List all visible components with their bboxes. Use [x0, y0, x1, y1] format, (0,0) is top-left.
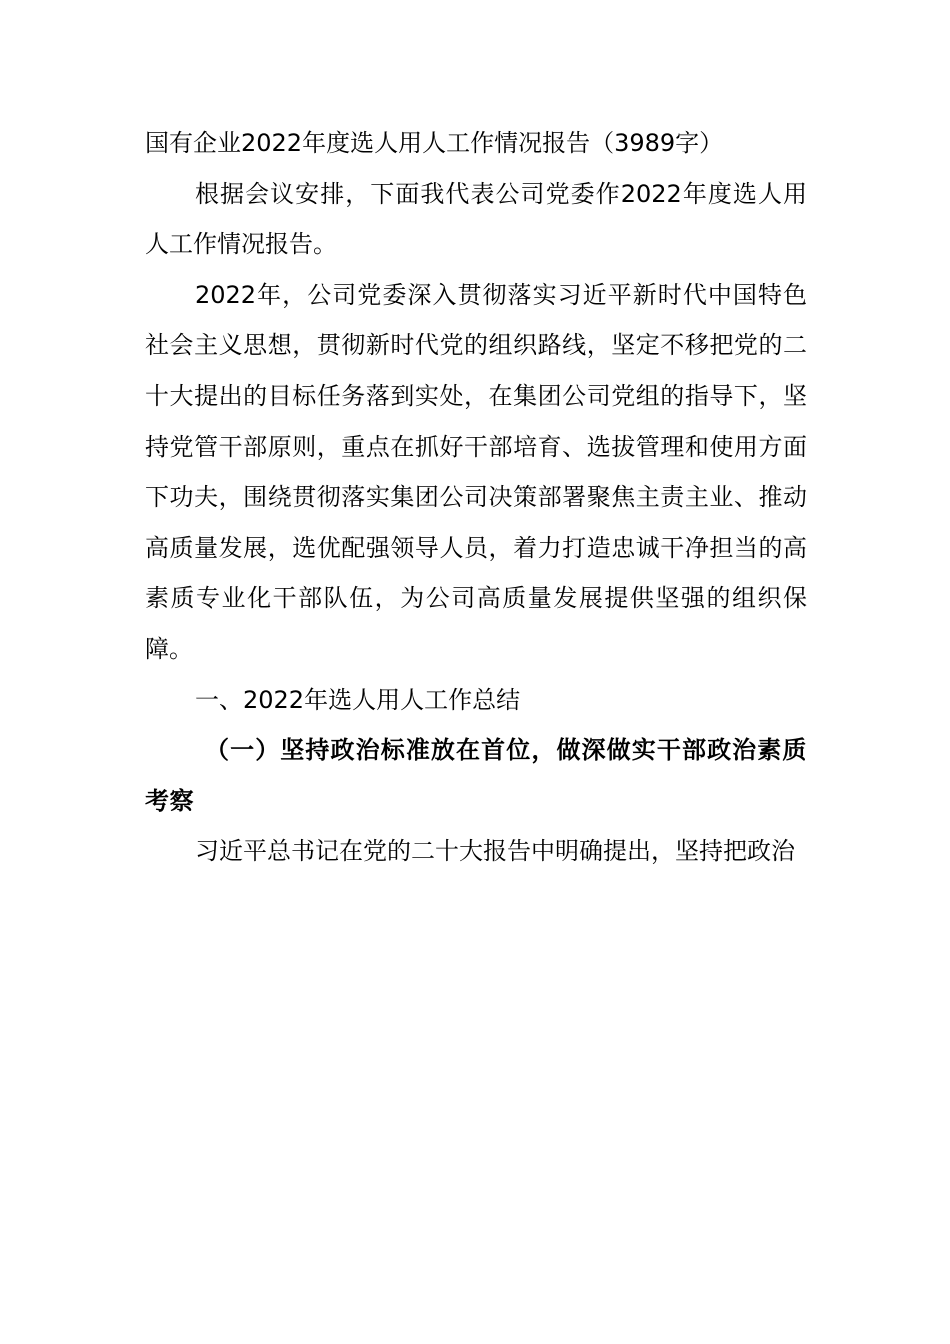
subsection-paragraph: 习近平总书记在党的二十大报告中明确提出，坚持把政治 — [195, 837, 795, 866]
document-title: 国有企业2022年度选人用人工作情况报告（3989字） — [145, 129, 724, 157]
intro-paragraph: 根据会议安排，下面我代表公司党委作2022年度选人用人工作情况报告。 — [145, 179, 807, 259]
subsection-heading: （一）坚持政治标准放在首位，做深做实干部政治素质考察 — [145, 736, 807, 815]
document-body — [145, 118, 807, 877]
overview-paragraph: 2022年，公司党委深入贯彻落实习近平新时代中国特色社会主义思想，贯彻新时代党的组织路线，坚定不移把党的二十大提出的目标任务落到实处，在集团公司党组的指导下，坚持党管干部原则，重点在抓好干部培育、选拔管理和使用方面下功夫，围绕贯彻落实集团公司决策部署聚焦主责主业、推动高质量发展，选优配强领导人员，着力打造忠诚干净担当的高素质专业化干部队伍，为公司高质量发展提供坚强的组织保障。 — [145, 280, 807, 663]
section-heading: 一、2022年选人用人工作总结 — [195, 685, 521, 714]
